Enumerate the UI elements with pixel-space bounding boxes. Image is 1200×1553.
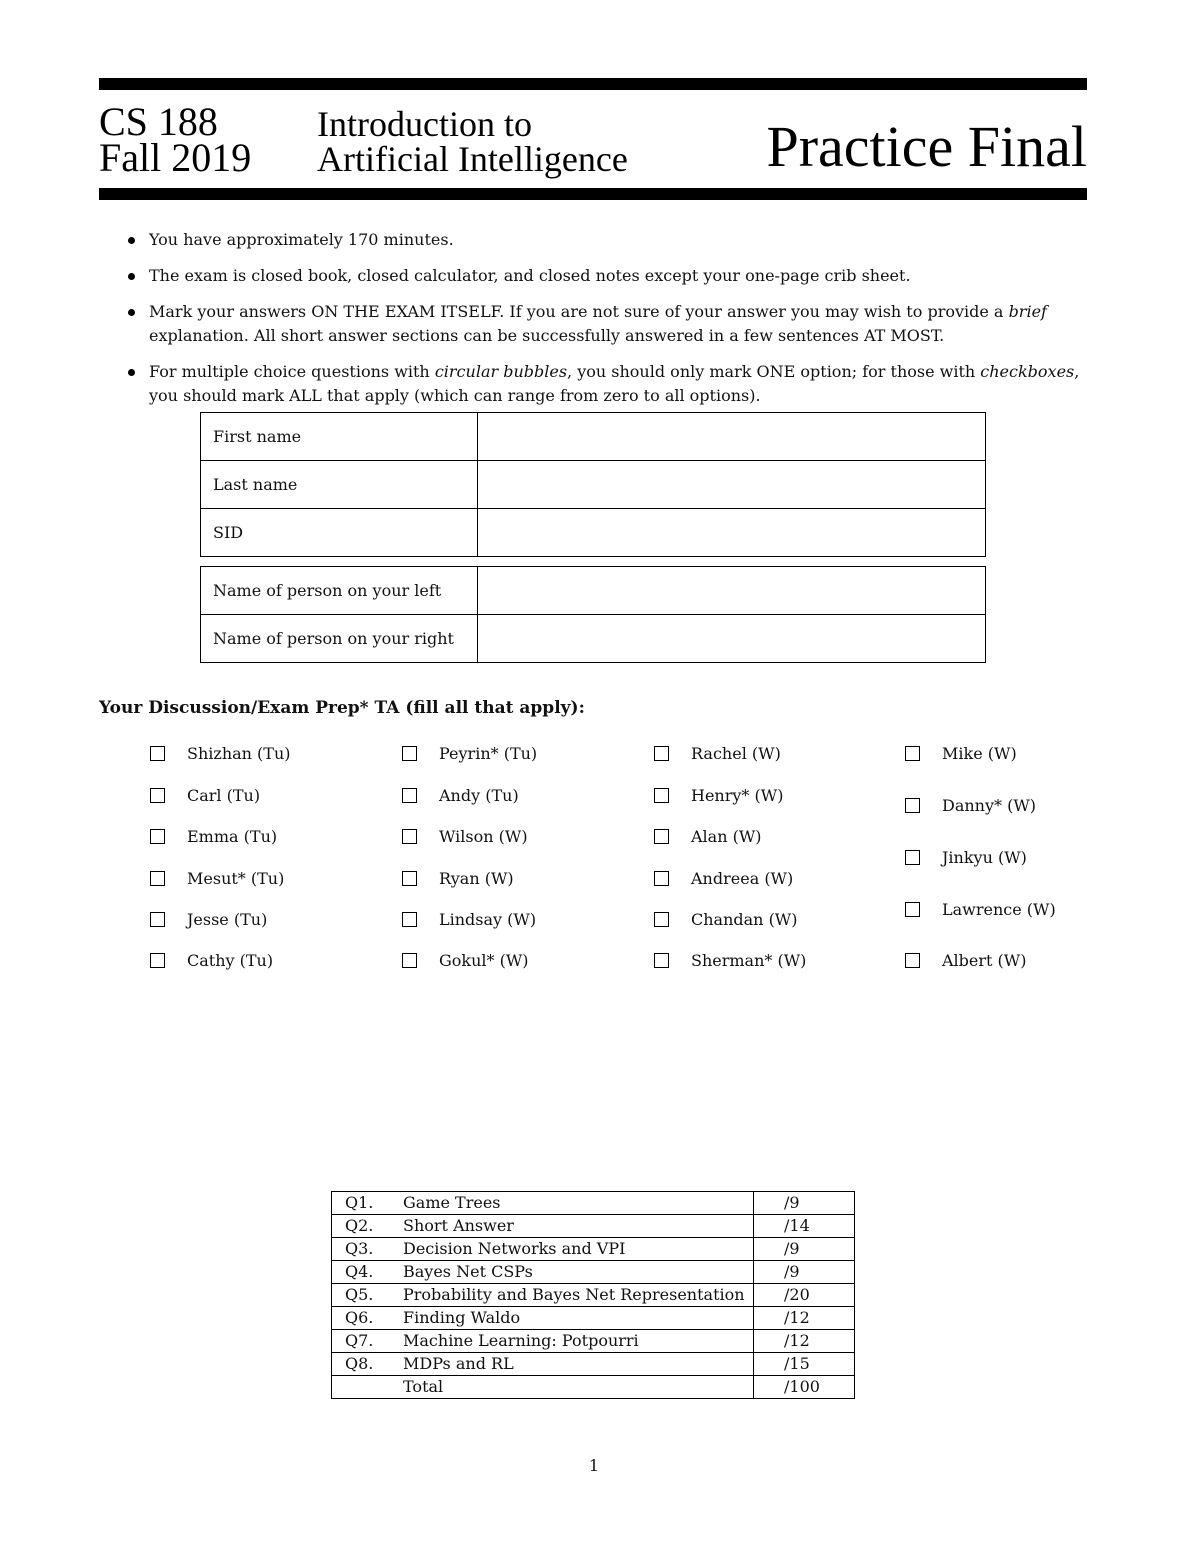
ta-option[interactable] bbox=[654, 827, 762, 846]
student-info-table bbox=[200, 412, 986, 557]
checkbox[interactable] bbox=[150, 953, 165, 968]
question-points: /9 bbox=[754, 1192, 855, 1215]
ta-label: Emma (Tu) bbox=[187, 827, 278, 846]
ta-label: Mike (W) bbox=[942, 744, 1017, 763]
instruction-text: explanation. All short answer sections can be successfully answered in a few sentences AT MOST. bbox=[149, 326, 945, 345]
checkbox[interactable] bbox=[402, 953, 417, 968]
checkbox[interactable] bbox=[654, 871, 669, 886]
question-points: /20 bbox=[754, 1284, 855, 1307]
checkbox[interactable] bbox=[150, 829, 165, 844]
ta-label: Lawrence (W) bbox=[942, 900, 1056, 919]
table-row bbox=[332, 1284, 855, 1307]
ta-label: Wilson (W) bbox=[439, 827, 528, 846]
table-row bbox=[332, 1307, 855, 1330]
table-row bbox=[332, 1238, 855, 1261]
ta-label: Jinkyu (W) bbox=[942, 848, 1027, 867]
ta-label: Gokul* (W) bbox=[439, 951, 529, 970]
ta-label: Ryan (W) bbox=[439, 869, 514, 888]
instruction-text: For multiple choice questions with bbox=[149, 362, 435, 381]
question-title: Probability and Bayes Net Representation bbox=[399, 1284, 754, 1307]
question-points: /15 bbox=[754, 1353, 855, 1376]
ta-option[interactable] bbox=[150, 744, 291, 763]
ta-heading: Your Discussion/Exam Prep* TA (fill all that apply): bbox=[99, 698, 585, 718]
instruction-item bbox=[128, 360, 1088, 408]
left-person-field[interactable] bbox=[478, 567, 986, 615]
ta-option[interactable] bbox=[402, 744, 537, 763]
sid-label: SID bbox=[201, 509, 478, 557]
ta-option[interactable] bbox=[150, 869, 284, 888]
instruction-text: , you should mark ALL that apply (which can range from zero to all options). bbox=[149, 362, 1080, 405]
table-row bbox=[332, 1353, 855, 1376]
ta-label: Andy (Tu) bbox=[439, 786, 519, 805]
ta-label: Jesse (Tu) bbox=[187, 910, 268, 929]
ta-option[interactable] bbox=[150, 786, 260, 805]
checkbox[interactable] bbox=[654, 953, 669, 968]
checkbox[interactable] bbox=[654, 788, 669, 803]
instruction-emphasis: circular bubbles bbox=[434, 362, 568, 381]
checkbox[interactable] bbox=[150, 788, 165, 803]
ta-label: Rachel (W) bbox=[691, 744, 781, 763]
instruction-emphasis: brief bbox=[1008, 302, 1047, 321]
instruction-text: You have approximately 170 minutes. bbox=[149, 230, 454, 249]
ta-option[interactable] bbox=[402, 869, 514, 888]
question-title: Machine Learning: Potpourri bbox=[399, 1330, 754, 1353]
checkbox[interactable] bbox=[150, 871, 165, 886]
ta-option[interactable] bbox=[150, 827, 277, 846]
total-label: Total bbox=[399, 1376, 754, 1399]
checkbox[interactable] bbox=[654, 829, 669, 844]
question-title: Bayes Net CSPs bbox=[399, 1261, 754, 1284]
question-number: Q5. bbox=[332, 1284, 400, 1307]
checkbox[interactable] bbox=[905, 953, 920, 968]
instruction-item bbox=[128, 228, 1088, 252]
ta-option[interactable] bbox=[654, 786, 783, 805]
neighbor-info-table bbox=[200, 566, 986, 663]
exam-name: Practice Final bbox=[766, 114, 1087, 179]
ta-option[interactable] bbox=[905, 951, 1026, 970]
course-title-line2: Artificial Intelligence bbox=[317, 139, 628, 179]
last-name-label: Last name bbox=[201, 461, 478, 509]
table-row bbox=[201, 461, 986, 509]
ta-label: Peyrin* (Tu) bbox=[439, 744, 538, 763]
ta-label: Sherman* (W) bbox=[691, 951, 807, 970]
ta-label: Shizhan (Tu) bbox=[187, 744, 291, 763]
instruction-item bbox=[128, 264, 1088, 288]
checkbox[interactable] bbox=[402, 829, 417, 844]
ta-option[interactable] bbox=[402, 827, 528, 846]
total-number-cell bbox=[332, 1376, 400, 1399]
header-bottom-rule bbox=[99, 188, 1087, 200]
ta-label: Lindsay (W) bbox=[439, 910, 537, 929]
instruction-text: The exam is closed book, closed calculator, and closed notes except your one-page crib sheet. bbox=[149, 266, 911, 285]
question-points: /12 bbox=[754, 1307, 855, 1330]
question-points: /14 bbox=[754, 1215, 855, 1238]
checkbox[interactable] bbox=[905, 798, 920, 813]
ta-label: Mesut* (Tu) bbox=[187, 869, 285, 888]
question-points: /9 bbox=[754, 1261, 855, 1284]
instruction-item bbox=[128, 300, 1088, 348]
right-person-label: Name of person on your right bbox=[201, 615, 478, 663]
table-row bbox=[332, 1261, 855, 1284]
question-number: Q3. bbox=[332, 1238, 400, 1261]
question-number: Q2. bbox=[332, 1215, 400, 1238]
checkbox[interactable] bbox=[150, 912, 165, 927]
total-points: /100 bbox=[754, 1376, 855, 1399]
ta-label: Alan (W) bbox=[691, 827, 762, 846]
ta-option[interactable] bbox=[905, 900, 1056, 919]
ta-option[interactable] bbox=[654, 910, 798, 929]
ta-option[interactable] bbox=[905, 796, 1036, 815]
ta-option[interactable] bbox=[905, 848, 1027, 867]
checkbox[interactable] bbox=[402, 912, 417, 927]
checkbox[interactable] bbox=[402, 746, 417, 761]
checkbox[interactable] bbox=[654, 746, 669, 761]
right-person-field[interactable] bbox=[478, 615, 986, 663]
question-number: Q1. bbox=[332, 1192, 400, 1215]
question-title: Game Trees bbox=[399, 1192, 754, 1215]
question-number: Q7. bbox=[332, 1330, 400, 1353]
question-points: /12 bbox=[754, 1330, 855, 1353]
first-name-label: First name bbox=[201, 413, 478, 461]
course-code: CS 188 bbox=[99, 99, 218, 144]
instruction-emphasis: checkboxes bbox=[980, 362, 1075, 381]
score-table bbox=[331, 1191, 855, 1399]
question-title: Decision Networks and VPI bbox=[399, 1238, 754, 1261]
ta-option[interactable] bbox=[402, 910, 536, 929]
ta-label: Andreea (W) bbox=[691, 869, 794, 888]
last-name-field[interactable] bbox=[478, 461, 986, 509]
sid-field[interactable] bbox=[478, 509, 986, 557]
ta-label: Cathy (Tu) bbox=[187, 951, 274, 970]
question-number: Q6. bbox=[332, 1307, 400, 1330]
checkbox[interactable] bbox=[150, 746, 165, 761]
ta-label: Danny* (W) bbox=[942, 796, 1037, 815]
ta-option[interactable] bbox=[150, 951, 273, 970]
left-person-label: Name of person on your left bbox=[201, 567, 478, 615]
checkbox[interactable] bbox=[402, 788, 417, 803]
ta-label: Carl (Tu) bbox=[187, 786, 261, 805]
checkbox[interactable] bbox=[402, 871, 417, 886]
course-term: Fall 2019 bbox=[99, 135, 252, 180]
table-row-total bbox=[332, 1376, 855, 1399]
page-number: 1 bbox=[588, 1456, 600, 1475]
table-row bbox=[201, 413, 986, 461]
ta-option[interactable] bbox=[150, 910, 267, 929]
table-row bbox=[332, 1215, 855, 1238]
table-row bbox=[201, 567, 986, 615]
ta-option[interactable] bbox=[654, 951, 806, 970]
instruction-text: Mark your answers ON THE EXAM ITSELF. If you are not sure of your answer you may wish to provide a bbox=[149, 302, 1009, 321]
question-number: Q8. bbox=[332, 1353, 400, 1376]
instruction-text: , you should only mark ONE option; for those with bbox=[567, 362, 981, 381]
ta-option[interactable] bbox=[402, 951, 529, 970]
checkbox[interactable] bbox=[905, 746, 920, 761]
checkbox[interactable] bbox=[905, 850, 920, 865]
ta-label: Chandan (W) bbox=[691, 910, 798, 929]
table-row bbox=[332, 1192, 855, 1215]
first-name-field[interactable] bbox=[478, 413, 986, 461]
header-top-rule bbox=[99, 78, 1087, 90]
ta-option[interactable] bbox=[402, 786, 519, 805]
ta-option[interactable] bbox=[654, 869, 793, 888]
table-row bbox=[201, 615, 986, 663]
ta-option[interactable] bbox=[905, 744, 1017, 763]
course-title-line1: Introduction to bbox=[317, 104, 532, 144]
question-title: Finding Waldo bbox=[399, 1307, 754, 1330]
checkbox[interactable] bbox=[654, 912, 669, 927]
question-points: /9 bbox=[754, 1238, 855, 1261]
ta-label: Henry* (W) bbox=[691, 786, 784, 805]
table-row bbox=[332, 1330, 855, 1353]
instructions-list bbox=[128, 228, 1088, 420]
question-title: Short Answer bbox=[399, 1215, 754, 1238]
table-row bbox=[201, 509, 986, 557]
question-title: MDPs and RL bbox=[399, 1353, 754, 1376]
checkbox[interactable] bbox=[905, 902, 920, 917]
ta-label: Albert (W) bbox=[942, 951, 1027, 970]
ta-option[interactable] bbox=[654, 744, 781, 763]
question-number: Q4. bbox=[332, 1261, 400, 1284]
